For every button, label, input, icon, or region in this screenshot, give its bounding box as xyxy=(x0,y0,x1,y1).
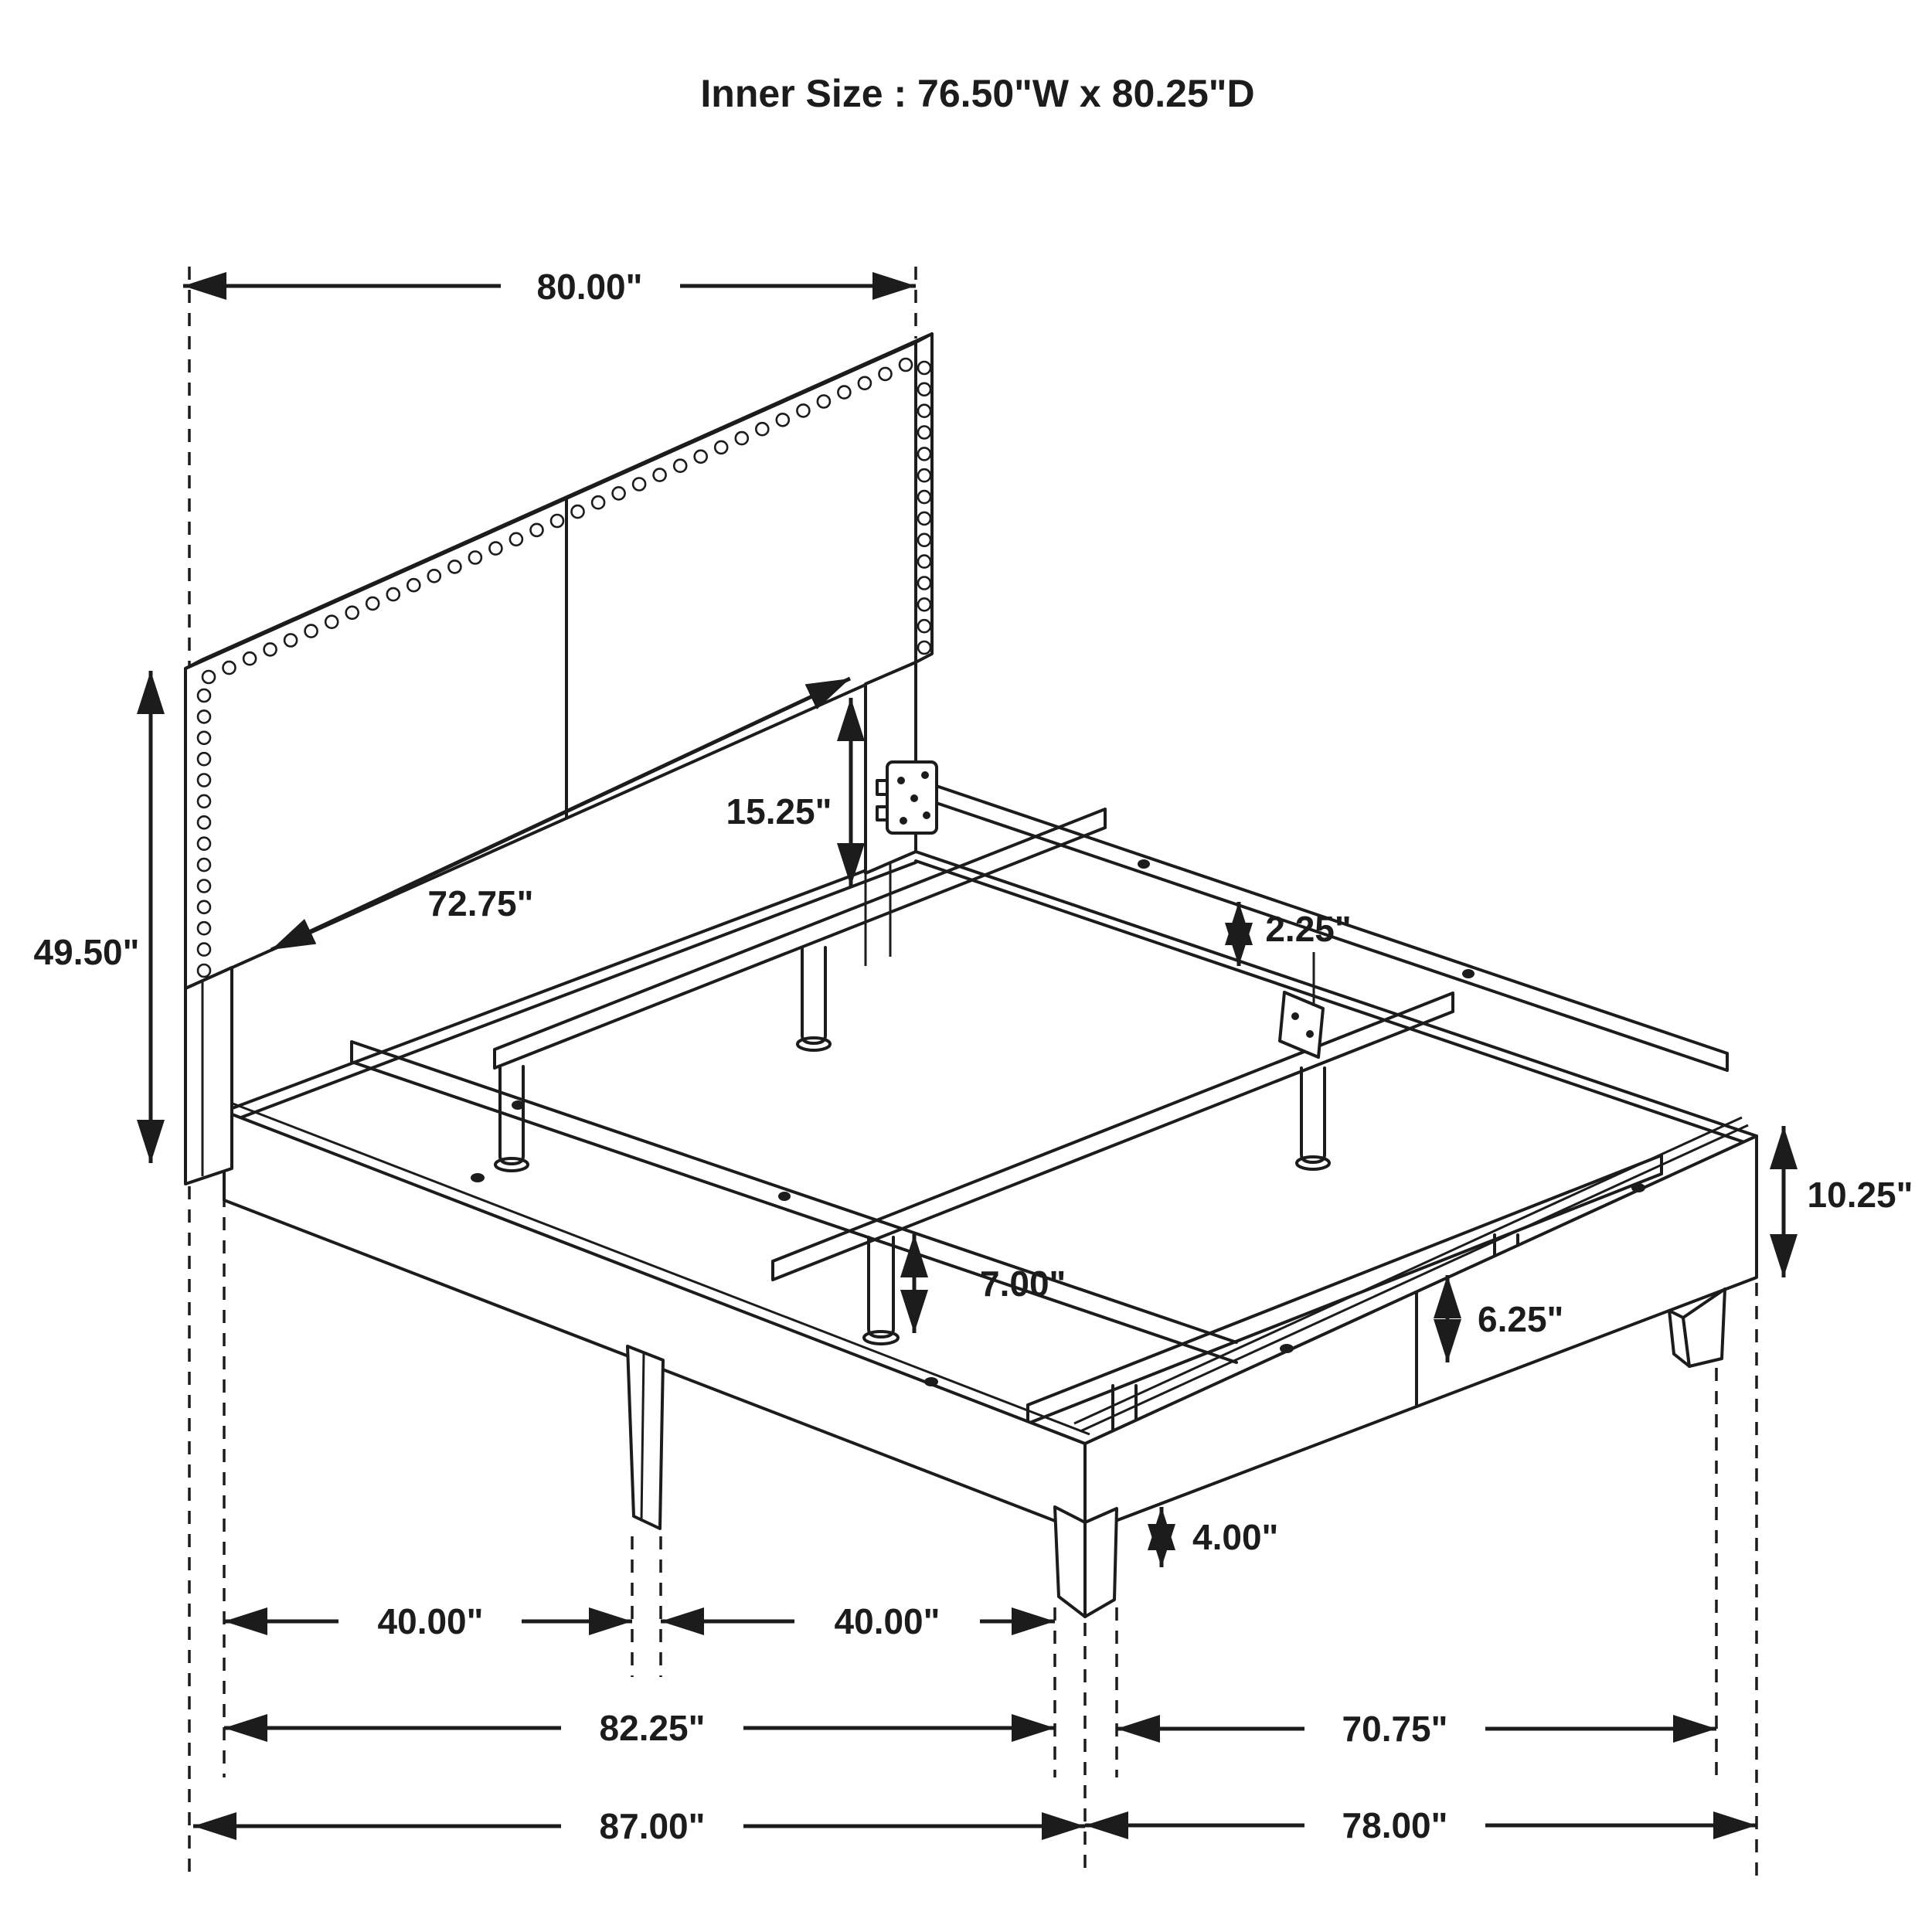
dim-label: 2.25" xyxy=(1265,909,1352,949)
mid-bracket xyxy=(1280,992,1323,1057)
slat-1 xyxy=(495,809,1105,1068)
dim-label: 70.75" xyxy=(1342,1709,1448,1749)
dim-label: 40.00" xyxy=(377,1601,484,1641)
headboard-left-post xyxy=(185,968,232,1184)
dim-label: 10.25" xyxy=(1807,1175,1913,1215)
footboard xyxy=(1085,1136,1757,1532)
right-side-rail-edge xyxy=(916,852,1757,1145)
center-front-leg xyxy=(1055,1507,1117,1617)
dim-overall-width xyxy=(1085,1805,1757,1845)
support-leg xyxy=(802,947,825,1043)
support-leg xyxy=(869,1237,893,1337)
dim-label: 15.25" xyxy=(726,791,832,832)
dim-headboard-height xyxy=(34,671,151,1163)
dim-leg-spacing-a xyxy=(224,1601,632,1641)
dim-inner-width-foot xyxy=(1117,1709,1716,1749)
dimension-annotations xyxy=(34,267,1913,1846)
page-title: Inner Size : 76.50"W x 80.25"D xyxy=(700,72,1255,115)
front-left-leg xyxy=(628,1346,663,1529)
left-support-rail xyxy=(352,1042,1236,1362)
dim-label: 40.00" xyxy=(834,1601,940,1641)
dim-inner-length xyxy=(224,1708,1055,1748)
dim-side-rail-height xyxy=(1784,1126,1913,1277)
dim-headboard-width xyxy=(183,267,916,307)
support-leg xyxy=(1301,1068,1325,1162)
hinge-bracket xyxy=(877,762,937,833)
dim-label: 7.00" xyxy=(980,1264,1066,1304)
headboard xyxy=(185,334,937,1184)
dim-label: 82.25" xyxy=(599,1708,706,1748)
dim-label: 72.75" xyxy=(427,883,534,923)
dim-leg-spacing-b xyxy=(661,1601,1055,1641)
dim-support-leg-height xyxy=(914,1234,1066,1333)
dim-overall-length xyxy=(193,1806,1085,1846)
dim-label: 49.50" xyxy=(33,932,140,972)
dim-label: 6.25" xyxy=(1478,1299,1564,1339)
dim-label: 4.00" xyxy=(1192,1517,1279,1557)
slat-2 xyxy=(773,993,1453,1280)
dim-corner-leg-height xyxy=(1162,1507,1278,1567)
dim-label: 78.00" xyxy=(1342,1805,1448,1845)
dim-label: 87.00" xyxy=(599,1806,706,1846)
dim-label: 80.00" xyxy=(536,267,643,307)
